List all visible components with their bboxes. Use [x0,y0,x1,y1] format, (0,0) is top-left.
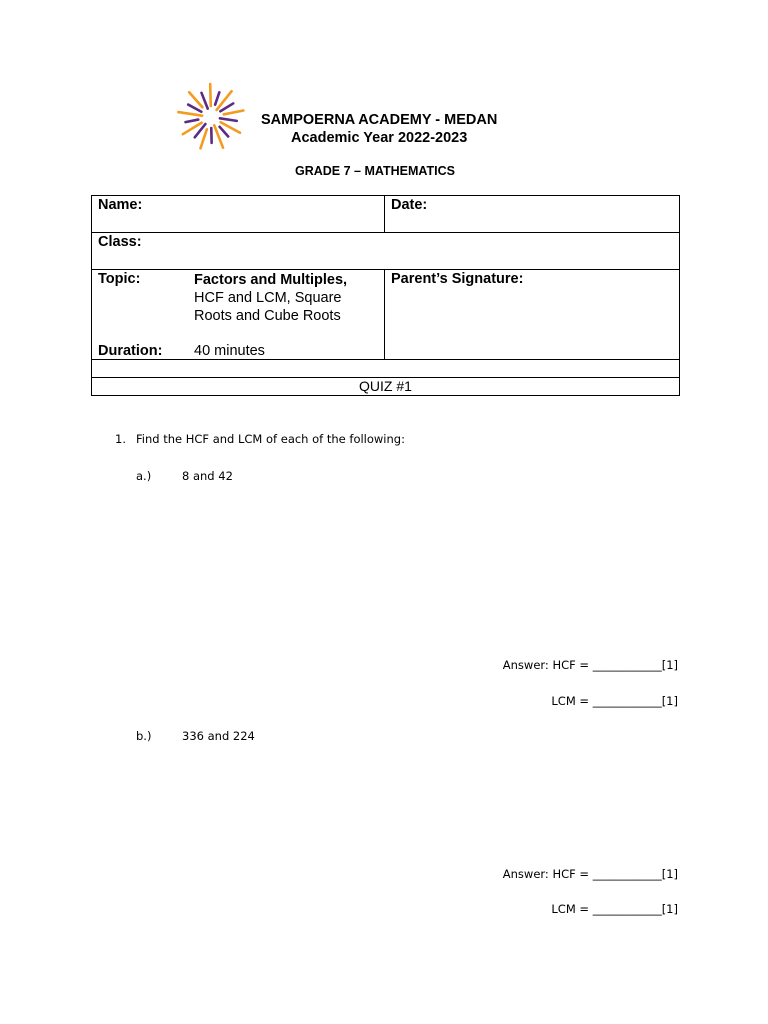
topic-line-3: Roots and Cube Roots [194,308,341,324]
logo-ray [220,118,237,121]
part-b-lcm-answer[interactable]: LCM = ____________[1] [551,902,678,916]
date-label: Date: [391,197,428,213]
question-1-text: Find the HCF and LCM of each of the following: [136,432,405,446]
part-a-letter: a.) [136,469,152,483]
grade-subject: GRADE 7 – MATHEMATICS [295,164,455,178]
duration-value: 40 minutes [194,343,265,359]
topic-cell [92,270,385,360]
spacer-row [92,360,680,378]
duration-label: Duration: [98,343,163,359]
logo-ray [215,92,219,104]
part-b-letter: b.) [136,729,152,743]
class-cell[interactable] [92,233,680,270]
date-cell[interactable] [385,196,680,233]
name-label: Name: [98,197,143,213]
part-a-hcf-answer[interactable]: Answer: HCF = ____________[1] [502,658,678,672]
signature-label: Parent’s Signature: [391,271,524,287]
topic-line-2: HCF and LCM, Square [194,290,342,306]
logo-ray [224,110,244,114]
quiz-title: QUIZ #1 [92,378,680,396]
academic-year: Academic Year 2022-2023 [291,130,468,146]
student-info-table [91,195,680,396]
part-a-lcm-answer[interactable]: LCM = ____________[1] [551,694,678,708]
question-1-number: 1. [115,432,126,446]
class-label: Class: [98,234,142,250]
topic-value [194,271,364,325]
signature-cell[interactable] [385,270,680,360]
logo-ray [178,112,202,116]
school-name: SAMPOERNA ACADEMY - MEDAN [261,112,498,128]
part-b-hcf-answer[interactable]: Answer: HCF = ____________[1] [502,867,678,881]
part-a-text: 8 and 42 [182,469,233,483]
school-logo-icon [176,82,246,152]
name-cell[interactable] [92,196,385,233]
part-b-text: 336 and 224 [182,729,255,743]
logo-ray [200,129,206,148]
topic-label: Topic: [98,271,141,287]
logo-ray [220,127,229,137]
logo-ray [210,84,211,106]
topic-line-1: Factors and Multiples, [194,272,348,288]
logo-ray [186,120,199,123]
